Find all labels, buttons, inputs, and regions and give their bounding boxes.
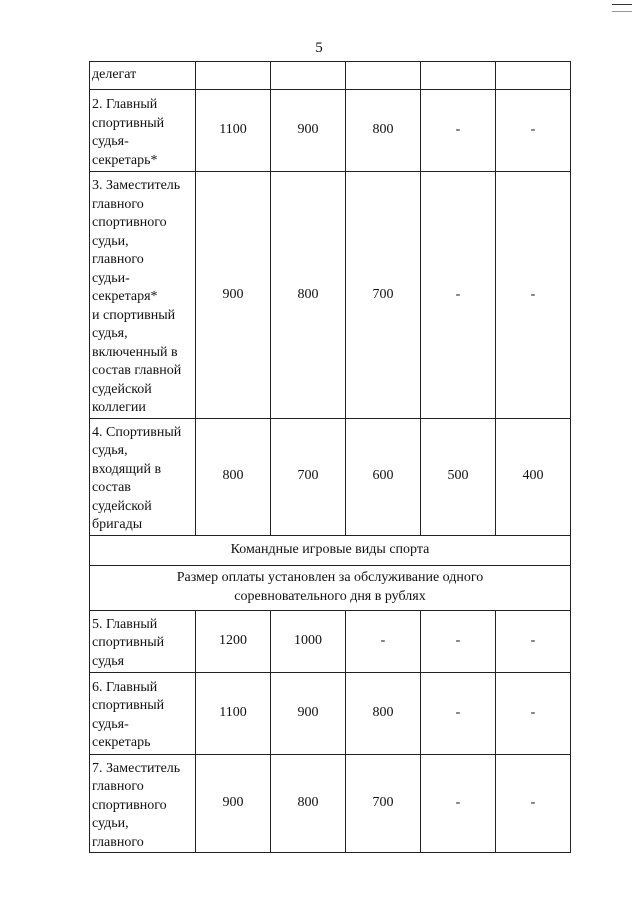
row-label-cell xyxy=(90,754,196,853)
row-label-cell xyxy=(90,90,196,172)
value-cell: - xyxy=(496,90,571,172)
row-label-cell xyxy=(90,418,196,535)
row-label: 3. Заместитель главного спортивного судьи, главного судьи- секретаря* и спортивный судья, включенный в состав главной судейской коллегии xyxy=(92,178,182,415)
value-cell: 700 xyxy=(346,754,421,853)
page-number: 5 xyxy=(315,40,323,56)
value-cell xyxy=(421,62,496,90)
value-cell: 800 xyxy=(196,418,271,535)
value-cell: 1100 xyxy=(196,90,271,172)
table-row xyxy=(90,62,571,90)
value-cell: - xyxy=(421,754,496,853)
value-cell: - xyxy=(496,672,571,754)
value-cell: 600 xyxy=(346,418,421,535)
row-label-cell xyxy=(90,172,196,419)
value-cell: 800 xyxy=(271,172,346,419)
table-row xyxy=(90,610,571,672)
value-cell: 900 xyxy=(271,672,346,754)
row-label: делегат xyxy=(92,67,137,83)
value-cell: - xyxy=(496,754,571,853)
row-label-cell xyxy=(90,672,196,754)
value-cell: 800 xyxy=(271,754,346,853)
value-cell: 800 xyxy=(346,672,421,754)
value-cell: 1000 xyxy=(271,610,346,672)
value-cell: 400 xyxy=(496,418,571,535)
fee-table xyxy=(89,61,571,853)
value-cell: - xyxy=(496,172,571,419)
row-label: 6. Главный спортивный судья- секретарь xyxy=(92,679,165,750)
table-row xyxy=(90,172,571,419)
value-cell: 900 xyxy=(196,754,271,853)
value-cell xyxy=(271,62,346,90)
value-cell xyxy=(496,62,571,90)
value-cell xyxy=(346,62,421,90)
value-cell xyxy=(196,62,271,90)
section-note xyxy=(90,565,571,610)
value-cell: 700 xyxy=(346,172,421,419)
value-cell: - xyxy=(421,90,496,172)
table-row xyxy=(90,754,571,853)
value-cell: 900 xyxy=(271,90,346,172)
value-cell: - xyxy=(421,610,496,672)
row-label: 7. Заместитель главного спортивного судьи, главного xyxy=(92,760,181,850)
value-cell: - xyxy=(421,672,496,754)
row-label: 5. Главный спортивный судья xyxy=(92,616,165,669)
value-cell: - xyxy=(421,172,496,419)
value-cell: 900 xyxy=(196,172,271,419)
row-label-cell xyxy=(90,62,196,90)
section-header-row xyxy=(90,535,571,565)
row-label: 2. Главный спортивный судья- секретарь* xyxy=(92,97,165,168)
value-cell: 800 xyxy=(346,90,421,172)
value-cell: 1100 xyxy=(196,672,271,754)
value-cell: 500 xyxy=(421,418,496,535)
row-label: 4. Спортивный судья, входящий в состав судейской бригады xyxy=(92,424,182,532)
value-cell: - xyxy=(346,610,421,672)
table-row xyxy=(90,418,571,535)
value-cell: - xyxy=(496,610,571,672)
section-note-row xyxy=(90,565,571,610)
table-row xyxy=(90,672,571,754)
section-title: Командные игровые виды спорта xyxy=(90,535,571,565)
value-cell: 1200 xyxy=(196,610,271,672)
corner-mark xyxy=(612,4,632,12)
table-row xyxy=(90,90,571,172)
row-label-cell xyxy=(90,610,196,672)
value-cell: 700 xyxy=(271,418,346,535)
section-note-text: Размер оплаты установлен за обслуживание одного соревновательного дня в рублях xyxy=(176,570,484,604)
